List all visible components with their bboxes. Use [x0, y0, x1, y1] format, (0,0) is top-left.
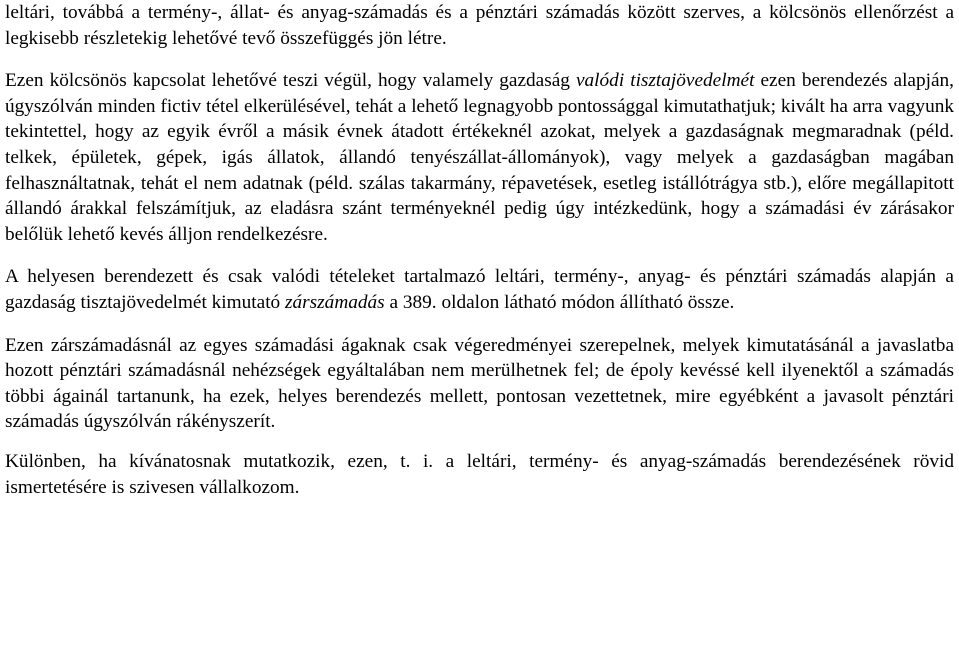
paragraph-spacer — [5, 51, 954, 68]
document-page — [5, 0, 954, 500]
paragraph-2-text-a: Ezen kölcsönös kapcsolat lehetővé teszi végül, hogy valamely gazdaság — [5, 70, 576, 92]
paragraph-4-text: Ezen zárszámadásnál az egyes számadási ágaknak csak végeredményei szerepelnek, melyek kimutatásánál a javaslatba hozott pénztári számadásnál nehézségek egyáltalában nem merülhetnek fel; de époly kevéssé kell ilyenektől a számadás többi ágainál tartanunk, ha ezek, helyes berendezés mellett, pontosan vezettetnek, mire egyébként a javasolt pénztári számadás úgyszólván rákényszerít. — [5, 334, 954, 433]
paragraph-1 — [5, 0, 954, 51]
paragraph-4 — [5, 333, 954, 435]
paragraph-spacer — [5, 247, 954, 264]
paragraph-3-emphasis: zárszámadás — [285, 291, 385, 313]
paragraph-5-text: Különben, ha kívánatosnak mutatkozik, ezen, t. i. a leltári, termény- és anyag-számadás berendezésének rövid ismertetésére is szivesen vállalkozom. — [5, 450, 954, 498]
paragraph-1-text: leltári, továbbá a termény-, állat- és anyag-számadás és a pénztári számadás között szerves, a kölcsönös ellenőrzést a legkisebb részletekig lehetővé tevő összefüggés jön létre. — [5, 2, 954, 49]
paragraph-3-text-a: A helyesen berendezett és csak valódi tételeket tartalmazó leltári, termény-, anyag- és pénztári számadás alapján a gazdaság tisztajövedelmét kimutató — [5, 266, 954, 313]
paragraph-2-text-b: ezen berendezés alapján, úgyszólván minden fictiv tétel elkerülésével, tehát a lehető legnagyobb pontossággal kimutathatjuk; kivált ha arra vagyunk tekintettel, hogy az egyik évről a másik évnek átadott értékeknél azokat, melyek a gazdaságnak megmaradnak (péld. telkek, épületek, gépek, igás állatok, állandó tenyészállat-állományok), vagy melyek a gazdaságban magában felhasználtatnak, tehát el nem adatnak (péld. szálas takarmány, répavetések, esetleg istállótrágya stb.), előre megállapitott állandó árakkal felszámítjuk, az eladásra szánt terményeknél pedig úgy intézkedünk, hogy a számadási év zárásakor belőlük lehető kevés álljon rendelkezésre. — [5, 70, 954, 245]
paragraph-spacer — [5, 316, 954, 333]
paragraph-3-text-b: a 389. oldalon látható módon állítható össze. — [384, 291, 735, 313]
paragraph-2-emphasis: valódi tisztajövedelmét — [575, 70, 755, 92]
paragraph-5 — [5, 449, 954, 500]
paragraph-spacer — [5, 435, 954, 449]
paragraph-3 — [5, 264, 954, 315]
paragraph-2 — [5, 68, 954, 247]
